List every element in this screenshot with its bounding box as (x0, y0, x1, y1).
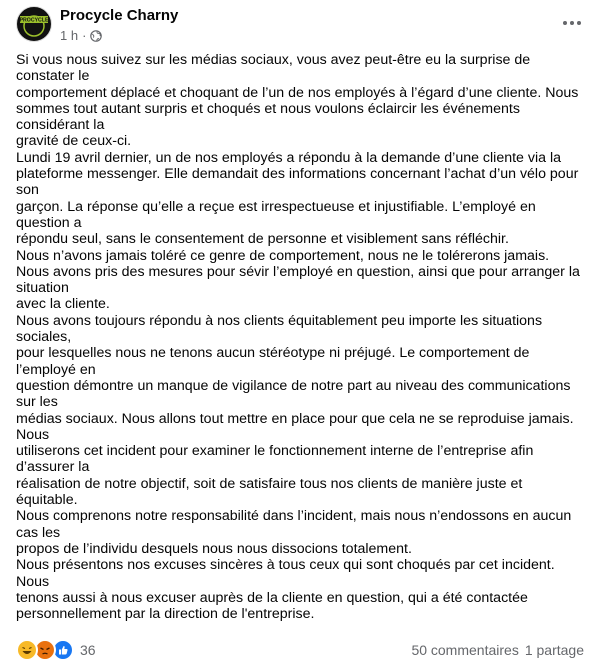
post-paragraph: avec la cliente. (16, 296, 110, 313)
page-avatar[interactable] (16, 6, 52, 42)
haha-icon (16, 639, 38, 661)
post-paragraph: comportement déplacé et choquant de l’un de nos employés à l’égard d’une cliente. Nous sommes tout autant surpris et choqués et nous voulons éclaircir les événements considérant la (16, 84, 579, 134)
post-paragraph: Si vous nous suivez sur les médias sociaux, vous avez peut-être eu la surprise de constater le (16, 52, 531, 85)
post-paragraph: Lundi 19 avril dernier, un de nos employés a répondu à la demande d’une cliente via la plateforme messenger. Elle demandait des informations concernant l’achat d’un vélo pour son (16, 149, 579, 199)
procycle-logo (17, 7, 51, 41)
post-paragraph: pour lesquelles nous ne tenons aucun stéréotype ni préjugé. Le comportement de l’employé en (16, 345, 530, 378)
post-footer (16, 638, 584, 662)
post-subline (60, 28, 178, 44)
post-paragraph: réalisation de notre objectif, soit de satisfaire tous nos clients de manière juste et équitable. (16, 475, 523, 509)
post-paragraph: gravité de ceux-ci. (16, 133, 132, 150)
reactions-summary[interactable] (16, 639, 96, 661)
shares-count-link[interactable]: 1 partage (524, 642, 584, 658)
post-stats (411, 642, 584, 658)
post-body (16, 52, 584, 622)
post-paragraph: garçon. La réponse qu’elle a reçue est irrespectueuse et injustifiable. L’employé en question a (16, 198, 536, 231)
post-paragraph: Nous comprenons notre responsabilité dans l’incident, mais nous n’endossons en aucun cas les (16, 508, 572, 541)
post-meta (60, 6, 178, 44)
logo-text: PROCYCLE (19, 17, 49, 24)
more-options-icon[interactable] (560, 14, 584, 32)
meta-separator: · (82, 28, 87, 43)
post-paragraph: propos de l’individu desquels nous nous dissocions totalement. (16, 540, 412, 557)
comments-count-link[interactable]: 50 commentaires (411, 642, 519, 658)
post-paragraph: médias sociaux. Nous allons tout mettre en place pour que cela ne se reproduise jamais. Nous (16, 410, 574, 443)
post-paragraph: Nous présentons nos excuses sincères à tous ceux qui sont choqués par cet incident. Nous (16, 557, 555, 590)
page-name-link[interactable]: Procycle Charny (60, 7, 179, 24)
post-paragraph: Nous n’avons jamais toléré ce genre de comportement, nous ne le tolérerons jamais. Nous avons pris des mesures pour sévir l’employé en question, ainsi que pour arranger la situation (16, 247, 580, 297)
post-paragraph: Nous avons toujours répondu à nos clients équitablement peu importe les situations sociales, (16, 312, 543, 346)
post-paragraph: tenons aussi à nous excuser auprès de la cliente en question, qui a été contactée personnellement par la direction de l'entreprise. (16, 589, 528, 623)
post-paragraph: répondu seul, sans le consentement de personne et visiblement sans réfléchir. (16, 231, 509, 248)
reaction-count[interactable]: 36 (80, 642, 96, 658)
post-paragraph: question démontre un manque de vigilance de notre part au niveau des communications sur les (16, 377, 571, 411)
post-timestamp[interactable]: 1 h (60, 28, 79, 43)
post-paragraph: utiliserons cet incident pour examiner le fonctionnement interne de l’entreprise afin d’assurer la (16, 443, 534, 476)
post-header (16, 6, 178, 46)
globe-icon[interactable] (90, 30, 102, 42)
